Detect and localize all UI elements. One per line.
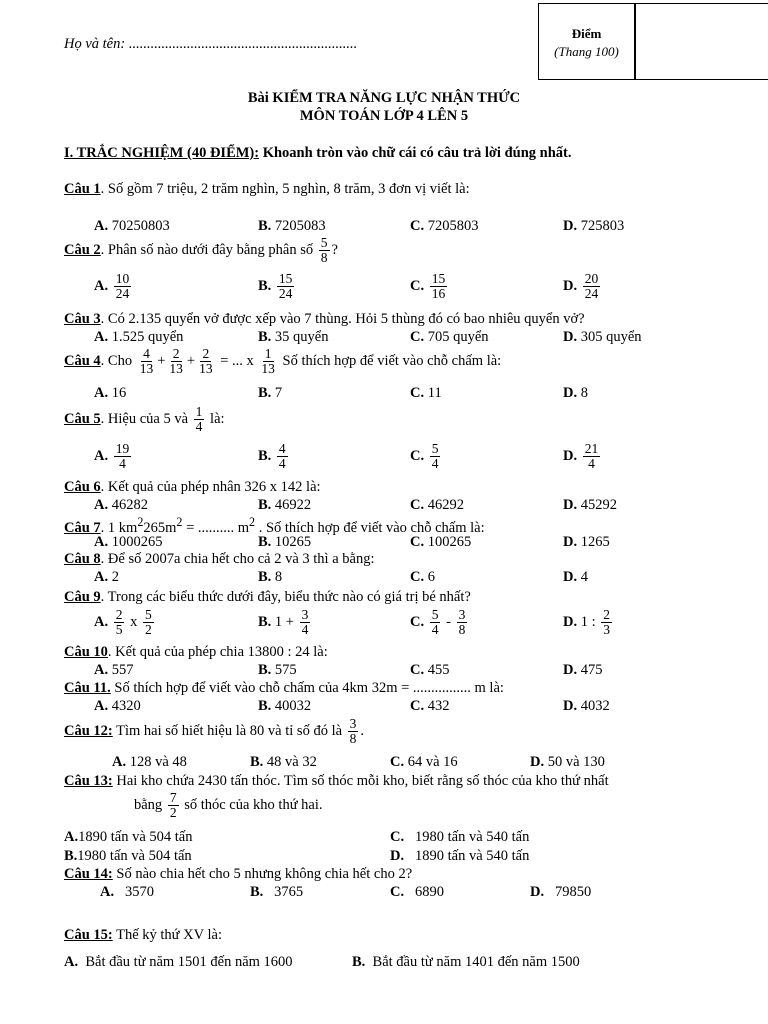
q7-option-c[interactable]: C. 100265: [410, 534, 472, 550]
question-8: Câu 8. Để số 2007a chia hết cho cả 2 và 3 thì a bằng:: [64, 551, 375, 567]
q4-option-c[interactable]: C. 11: [410, 385, 442, 401]
q14-option-d[interactable]: D. 79850: [530, 884, 592, 900]
q6-option-d[interactable]: D. 45292: [563, 497, 617, 513]
question-11-label: Câu 11.: [64, 680, 111, 696]
q3-option-d[interactable]: D. 305 quyển: [563, 329, 642, 345]
question-14-label: Câu 14:: [64, 866, 113, 882]
student-name-line: [64, 36, 357, 53]
q5-option-a[interactable]: A. $\frac{19}{4}$: [94, 441, 130, 472]
question-3-text: . Có 2.135 quyển vở được xếp vào 7 thùng. Hỏi 5 thùng đó có bao nhiêu quyển vở?: [100, 311, 585, 327]
q13-option-c[interactable]: C. 1980 tấn và 540 tấn: [390, 829, 530, 845]
q10-option-d[interactable]: D. 475: [563, 662, 603, 678]
q12-option-a[interactable]: A. 128 và 48: [112, 754, 187, 770]
question-9: Câu 9. Trong các biểu thức dưới đây, biểu thức nào có giá trị bé nhất?: [64, 589, 471, 605]
question-4-label: Câu 4: [64, 353, 101, 369]
question-12-label: Câu 12:: [64, 723, 113, 739]
question-3-label: Câu 3: [64, 311, 101, 327]
title-line-2: MÔN TOÁN LỚP 4 LÊN 5: [299, 108, 469, 124]
name-dots: ...............................................................: [128, 36, 358, 52]
name-label: Họ và tên:: [64, 36, 126, 52]
q13-option-d[interactable]: D. 1890 tấn và 540 tấn: [390, 848, 530, 864]
question-13-line-2: bằng $\frac{7}{2}$ số thóc của kho thứ hai.: [134, 790, 323, 821]
q11-option-a[interactable]: A. 4320: [94, 698, 141, 714]
question-9-label: Câu 9: [64, 589, 101, 605]
q1-option-a[interactable]: A. 70250803: [94, 218, 170, 234]
q8-option-c[interactable]: C. 6: [410, 569, 435, 585]
question-7: Câu 7. 1 $km^2265m^2$ = .......... $m^2$ . Số thích hợp để viết vào chỗ chấm là:: [64, 515, 485, 536]
section-1-heading: I. TRẮC NGHIỆM (40 ĐIỂM):: [64, 145, 260, 161]
q2-option-d[interactable]: D. $\frac{20}{24}$: [563, 271, 599, 302]
q9-option-c[interactable]: C. $\frac{5}{4}$ - $\frac{3}{8}$: [410, 607, 466, 638]
q6-option-c[interactable]: C. 46292: [410, 497, 464, 513]
title-line-1: Bài KIỂM TRA NĂNG LỰC NHẬN THỨC: [247, 90, 521, 106]
question-15: Câu 15: Thế kỷ thứ XV là:: [64, 927, 222, 943]
question-1-label: Câu 1: [64, 181, 101, 197]
score-scale: (Thang 100): [554, 44, 619, 59]
question-15-label: Câu 15:: [64, 927, 113, 943]
q3-option-b[interactable]: B. 35 quyển: [258, 329, 329, 345]
question-2-text: . Phân số nào dưới đây bằng phân số: [100, 242, 314, 258]
q12-option-b[interactable]: B. 48 và 32: [250, 754, 317, 770]
question-5-label: Câu 5: [64, 411, 101, 427]
q2-option-b[interactable]: B. $\frac{15}{24}$: [258, 271, 293, 302]
q7-option-b[interactable]: B. 10265: [258, 534, 312, 550]
question-8-label: Câu 8: [64, 551, 101, 567]
q11-option-c[interactable]: C. 432: [410, 698, 450, 714]
question-13: Câu 13: Hai kho chứa 2430 tấn thóc. Tìm số thóc mỗi kho, biết rằng số thóc của kho thứ nhất: [64, 773, 609, 789]
section-1-heading-line: [64, 145, 571, 162]
q15-option-a[interactable]: A. Bắt đầu từ năm 1501 đến năm 1600: [64, 954, 293, 970]
q15-option-b[interactable]: B. Bắt đầu từ năm 1401 đến năm 1500: [352, 954, 580, 970]
q8-option-d[interactable]: D. 4: [563, 569, 588, 585]
q14-option-a[interactable]: A. 3570: [100, 884, 154, 900]
question-2: Câu 2. Phân số nào dưới đây bằng phân số $\frac{5}{8}$ ?: [64, 235, 338, 266]
question-6-label: Câu 6: [64, 479, 101, 495]
question-7-label: Câu 7: [64, 519, 101, 536]
q12-option-c[interactable]: C. 64 và 16: [390, 754, 458, 770]
q13-option-a[interactable]: A.1890 tấn và 504 tấn: [64, 829, 193, 845]
q13-option-b[interactable]: B.1980 tấn và 504 tấn: [64, 848, 192, 864]
q3-option-a[interactable]: A. 1.525 quyển: [94, 329, 184, 345]
q4-option-a[interactable]: A. 16: [94, 385, 127, 401]
question-3: [64, 311, 585, 328]
q8-option-b[interactable]: B. 8: [258, 569, 283, 585]
q2-option-a[interactable]: A. $\frac{10}{24}$: [94, 271, 130, 302]
q5-option-c[interactable]: C. $\frac{5}{4}$: [410, 441, 439, 472]
q10-option-c[interactable]: C. 455: [410, 662, 450, 678]
question-4: Câu 4. Cho $\frac{4}{13}$ + $\frac{2}{13}$ + $\frac{2}{13}$ = ... x $\frac{1}{13}$ Số thích hợp để viết vào chỗ chấm là:: [64, 346, 502, 377]
q5-option-b[interactable]: B. $\frac{4}{4}$: [258, 441, 286, 472]
question-1: [64, 181, 470, 198]
question-13-label: Câu 13:: [64, 773, 113, 789]
score-divider: [634, 4, 636, 79]
score-label: Điểm: [571, 26, 602, 41]
score-box: [538, 3, 768, 80]
q9-option-d[interactable]: D. 1 : $\frac{2}{3}$: [563, 607, 611, 638]
question-10-label: Câu 10: [64, 644, 108, 660]
question-6: Câu 6. Kết quả của phép nhân 326 x 142 là:: [64, 479, 321, 495]
q7-option-a[interactable]: A. 1000265: [94, 534, 163, 550]
q1-option-c[interactable]: C. 7205803: [410, 218, 479, 234]
q5-option-d[interactable]: D. $\frac{21}{4}$: [563, 441, 599, 472]
q7-option-d[interactable]: D. 1265: [563, 534, 610, 550]
q10-option-b[interactable]: B. 575: [258, 662, 297, 678]
q3-option-c[interactable]: C. 705 quyển: [410, 329, 489, 345]
question-14: Câu 14: Số nào chia hết cho 5 nhưng không chia hết cho 2?: [64, 866, 413, 882]
q2-option-c[interactable]: C. $\frac{15}{16}$: [410, 271, 446, 302]
question-5: Câu 5. Hiệu của 5 và $\frac{1}{4}$ là:: [64, 404, 225, 435]
question-1-text: . Số gồm 7 triệu, 2 trăm nghìn, 5 nghìn, 8 trăm, 3 đơn vị viết là:: [100, 181, 470, 197]
question-12: Câu 12: Tìm hai số hiết hiệu là 80 và tỉ số đó là $\frac{3}{8}$ .: [64, 716, 365, 747]
q14-option-c[interactable]: C. 6890: [390, 884, 444, 900]
q6-option-a[interactable]: A. 46282: [94, 497, 148, 513]
q4-option-d[interactable]: D. 8: [563, 385, 588, 401]
q6-option-b[interactable]: B. 46922: [258, 497, 312, 513]
q8-option-a[interactable]: A. 2: [94, 569, 119, 585]
q1-option-d[interactable]: D. 725803: [563, 218, 625, 234]
q11-option-b[interactable]: B. 40032: [258, 698, 312, 714]
q9-option-a[interactable]: A. $\frac{2}{5}$ x $\frac{5}{2}$: [94, 607, 152, 638]
q10-option-a[interactable]: A. 557: [94, 662, 134, 678]
question-10: Câu 10. Kết quả của phép chia 13800 : 24 là:: [64, 644, 328, 660]
q4-option-b[interactable]: B. 7: [258, 385, 283, 401]
q11-option-d[interactable]: D. 4032: [563, 698, 610, 714]
q12-option-d[interactable]: D. 50 và 130: [530, 754, 605, 770]
q9-option-b[interactable]: B. 1 + $\frac{3}{4}$: [258, 607, 309, 638]
q1-option-b[interactable]: B. 7205083: [258, 218, 326, 234]
q14-option-b[interactable]: B. 3765: [250, 884, 304, 900]
question-2-label: Câu 2: [64, 242, 101, 258]
section-1-instruction: Khoanh tròn vào chữ cái có câu trả lời đúng nhất.: [262, 145, 572, 161]
question-11: Câu 11. Số thích hợp để viết vào chỗ chấm của 4km 32m = ................ m là:: [64, 680, 504, 696]
question-2-fraction: $\frac{5}{8}$: [320, 235, 328, 266]
